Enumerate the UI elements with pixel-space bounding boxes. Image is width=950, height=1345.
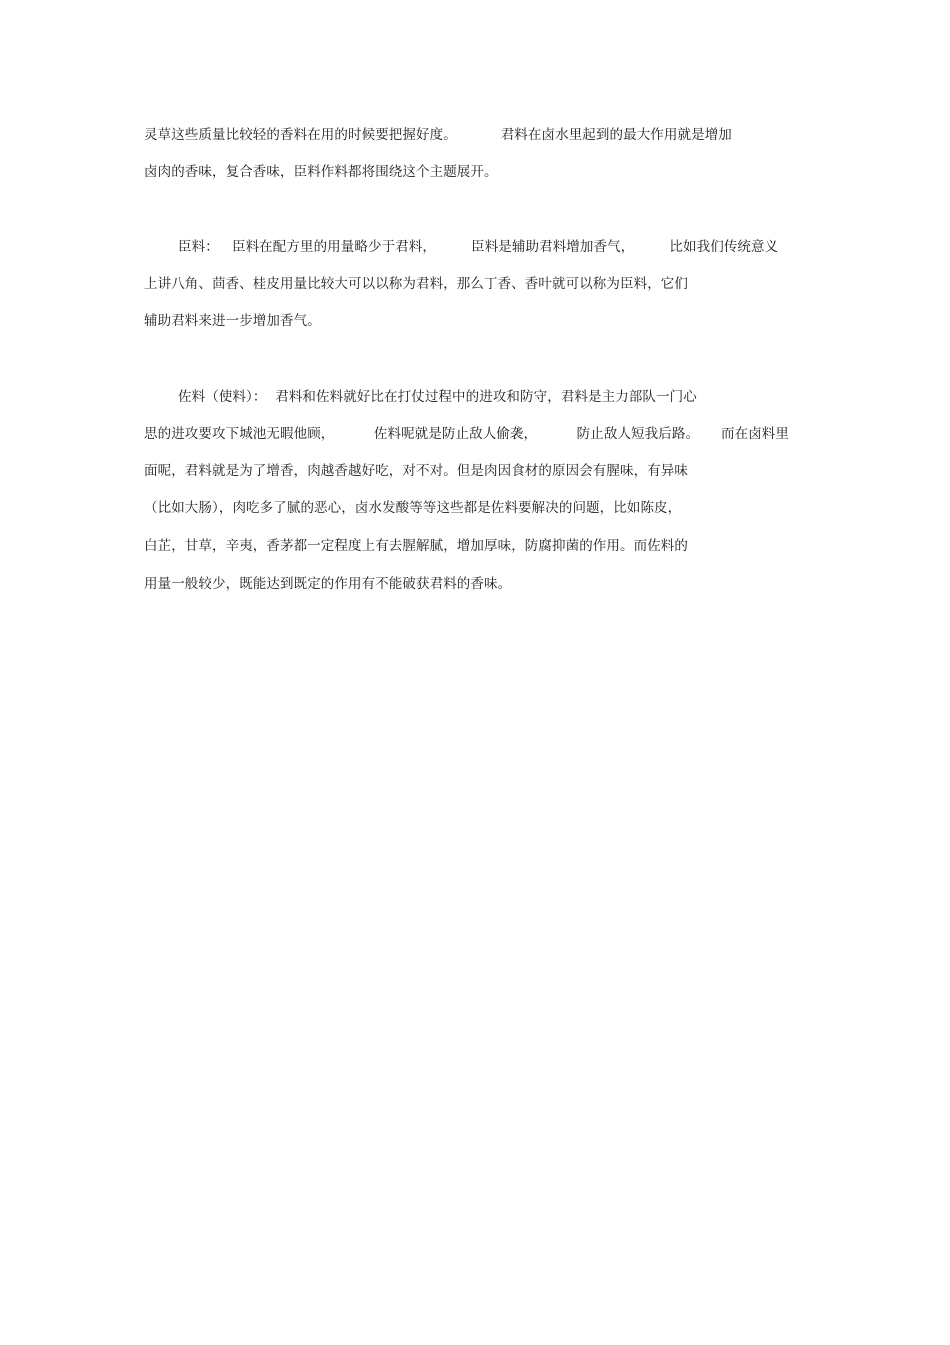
zuo-line-4: （比如大肠），肉吃多了腻的恶心，卤水发酸等等这些都是佐料要解决的问题，比如陈皮， bbox=[144, 500, 682, 516]
intro-line-1: 灵草这些质量比较轻的香料在用的时候要把握好度。 君料在卤水里起到的最大作用就是增加 bbox=[144, 127, 732, 143]
chen-line-2: 上讲八角、茴香、桂皮用量比较大可以以称为君料，那么丁香、香叶就可以称为臣料，它们 bbox=[144, 276, 688, 292]
chen-line-3: 辅助君料来进一步增加香气。 bbox=[144, 313, 321, 329]
intro-line-2: 卤肉的香味，复合香味，臣料作料都将围绕这个主题展开。 bbox=[144, 164, 498, 180]
chen-line-1: 臣料： 臣料在配方里的用量略少于君料， 臣料是辅助君料增加香气， 比如我们传统意义 bbox=[178, 239, 779, 255]
zuo-line-2: 思的进攻要攻下城池无暇他顾， 佐料呢就是防止敌人偷袭， 防止敌人短我后路。 而在卤料里 bbox=[144, 426, 789, 442]
zuo-line-1: 佐料（使料）： 君料和佐料就好比在打仗过程中的进攻和防守，君料是主力部队一门心 bbox=[178, 389, 697, 405]
zuo-line-3: 面呢，君料就是为了增香，肉越香越好吃，对不对。但是肉因食材的原因会有腥味，有异味 bbox=[144, 463, 688, 479]
zuo-line-5: 白芷，甘草，辛夷，香茅都一定程度上有去腥解腻，增加厚味，防腐抑菌的作用。而佐料的 bbox=[144, 538, 688, 554]
zuo-line-6: 用量一般较少，既能达到既定的作用有不能破获君料的香味。 bbox=[144, 576, 512, 592]
